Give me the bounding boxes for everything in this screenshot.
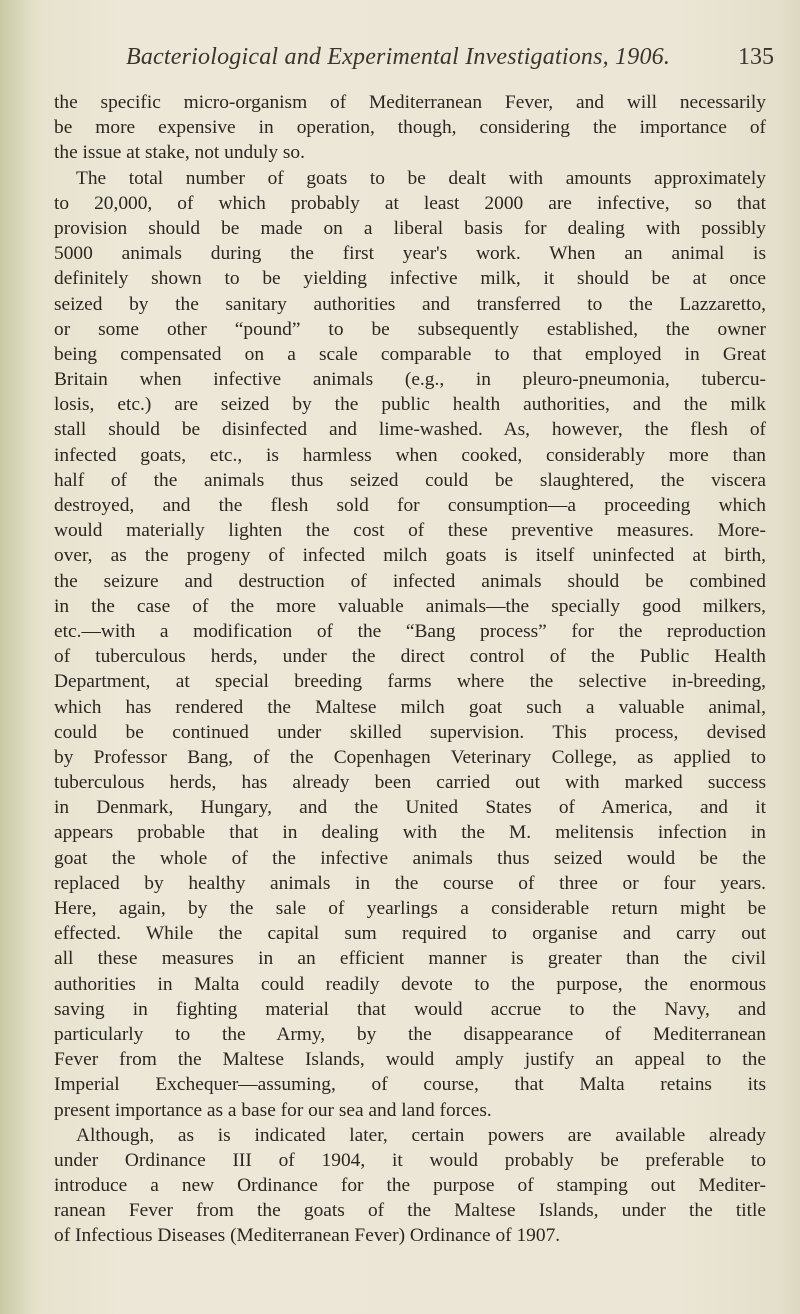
body-text <box>54 90 766 1249</box>
text-line: appears probable that in dealing with the M. melitensis infection in <box>54 822 766 844</box>
text-line: losis, etc.) are seized by the public health authorities, and the milk <box>54 394 766 416</box>
text-line: Imperial Exchequer—assuming, of course, that Malta retains its <box>54 1074 766 1096</box>
text-line: definitely shown to be yielding infective milk, it should be at once <box>54 268 766 290</box>
text-line: tuberculous herds, has already been carried out with marked success <box>54 772 766 794</box>
text-line: Department, at special breeding farms where the selective in-breeding, <box>54 671 766 693</box>
text-line: or some other “pound” to be subsequently established, the owner <box>54 318 766 340</box>
text-line: would materially lighten the cost of these preventive measures. More- <box>54 520 766 542</box>
text-line: the specific micro-organism of Mediterranean Fever, and will necessarily <box>54 92 766 113</box>
text-line: in the case of the more valuable animals—the specially good milkers, <box>54 595 766 617</box>
text-line: of tuberculous herds, under the direct control of the Public Health <box>54 646 766 668</box>
text-line: provision should be made on a liberal basis for dealing with possibly <box>54 217 766 239</box>
text-line: seized by the sanitary authorities and transferred to the Lazzaretto, <box>54 293 766 315</box>
text-line: of Infectious Diseases (Mediterranean Fever) Ordinance of 1907. <box>54 1225 561 1247</box>
text-line: Here, again, by the sale of yearlings a considerable return might be <box>54 898 766 919</box>
text-line: be more expensive in operation, though, considering the importance of <box>54 117 766 139</box>
paragraph <box>54 166 766 1123</box>
text-line: in Denmark, Hungary, and the United States of America, and it <box>54 797 766 819</box>
text-line: saving in fighting material that would accrue to the Navy, and <box>54 998 766 1020</box>
text-line: Fever from the Maltese Islands, would amply justify an appeal to the <box>54 1049 766 1071</box>
text-line: Although, as is indicated later, certain powers are available already <box>76 1124 766 1146</box>
text-line: stall should be disinfected and lime-washed. As, however, the flesh of <box>54 419 766 441</box>
text-line: effected. While the capital sum required to organise and carry out <box>54 923 766 945</box>
text-line: Britain when infective animals (e.g., in pleuro-pneumonia, tubercu- <box>54 369 766 391</box>
running-header <box>0 44 800 84</box>
text-line: present importance as a base for our sea and land forces. <box>54 1099 492 1121</box>
text-line: particularly to the Army, by the disappearance of Mediterranean <box>54 1023 766 1045</box>
text-line: which has rendered the Maltese milch goat such a valuable animal, <box>54 696 766 718</box>
text-line: ranean Fever from the goats of the Maltese Islands, under the title <box>54 1200 766 1222</box>
text-line: could be continued under skilled supervision. This process, devised <box>54 721 766 743</box>
text-line: replaced by healthy animals in the course of three or four years. <box>54 872 766 894</box>
paragraph <box>54 1123 766 1249</box>
text-line: over, as the progeny of infected milch goats is itself uninfected at birth, <box>54 545 766 567</box>
text-line: introduce a new Ordinance for the purpose of stamping out Mediter- <box>54 1175 766 1197</box>
running-title: Bacteriological and Experimental Investigations, 1906. <box>126 44 671 70</box>
text-line: infected goats, etc., is harmless when cooked, considerably more than <box>54 444 766 466</box>
text-line: by Professor Bang, of the Copenhagen Veterinary College, as applied to <box>54 746 766 768</box>
text-line: half of the animals thus seized could be slaughtered, the viscera <box>54 469 766 491</box>
text-line: etc.—with a modification of the “Bang process” for the reproduction <box>54 620 766 642</box>
text-line: 5000 animals during the first year's work. When an animal is <box>54 243 766 265</box>
text-line: being compensated on a scale comparable to that employed in Great <box>54 343 766 365</box>
paragraph <box>54 90 766 166</box>
text-line: goat the whole of the infective animals thus seized would be the <box>54 847 766 869</box>
text-line: destroyed, and the flesh sold for consumption—a proceeding which <box>54 495 766 516</box>
page-edge-shadow <box>0 0 40 1314</box>
page-number: 135 <box>738 44 774 70</box>
text-line: the seizure and destruction of infected animals should be combined <box>54 570 766 592</box>
text-line: The total number of goats to be dealt with amounts approximately <box>76 167 766 189</box>
text-line: to 20,000, of which probably at least 2000 are infective, so that <box>54 192 766 214</box>
text-line: the issue at stake, not unduly so. <box>54 142 305 164</box>
text-line: under Ordinance III of 1904, it would probably be preferable to <box>54 1149 766 1171</box>
text-line: all these measures in an efficient manner is greater than the civil <box>54 948 766 970</box>
text-line: authorities in Malta could readily devote to the purpose, the enormous <box>54 973 766 995</box>
